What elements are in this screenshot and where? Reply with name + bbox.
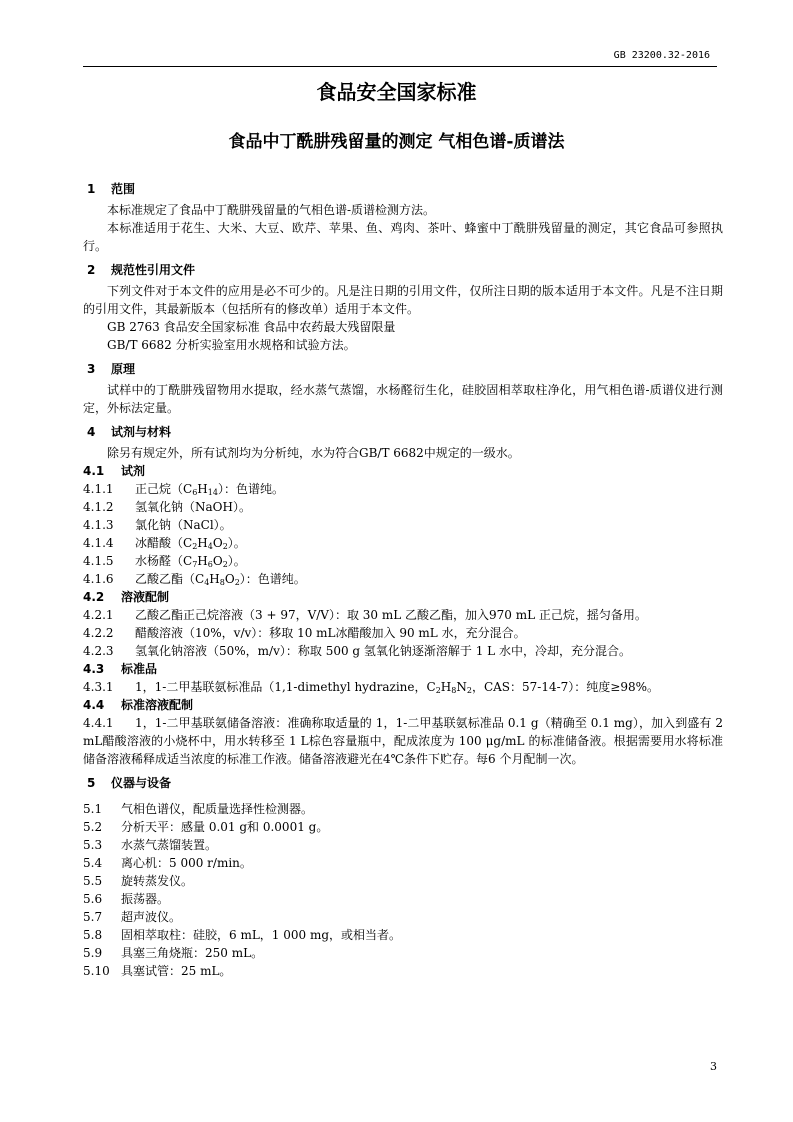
section-title: 规范性引用文件 [111,263,196,277]
item-number: 4.4.1 [83,716,114,730]
paragraph: 试样中的丁酰肼残留物用水提取，经水蒸气蒸馏，水杨醛衍生化，硅胶固相萃取柱净化，用气相色谱-质谱仪进行测定，外标法定量。 [83,383,723,415]
item-text: 醋酸溶液（10%，v/v）：移取 10 mL冰醋酸加入 90 mL 水，充分混合。 [135,626,526,640]
item-text: ，CAS：57-14-7）：纯度≥98%。 [471,680,660,694]
item-number: 5.8 [83,928,103,942]
item-text: 具塞三角烧瓶：250 mL。 [121,946,264,960]
item-text: H [197,554,208,568]
paragraph: 下列文件对于本文件的应用是必不可少的。凡是注日期的引用文件，仅所注日期的版本适用于本文件。凡是不注日期的引用文件，其最新版本（包括所有的修改单）适用于本文件。 [83,284,723,316]
item-text: 乙酸乙酯正己烷溶液（3 + 97，V/V）：取 30 mL 乙酸乙酯，加入970 mL 正己烷，摇匀备用。 [135,608,647,622]
item-text: 冰醋酸（C [135,536,193,550]
item-text: 水杨醛（C [135,554,193,568]
document-body [83,180,723,980]
item-text: ）。 [227,554,246,568]
list-item [83,872,723,890]
item-text: H [197,536,208,550]
item-text: 氢氧化钠溶液（50%，m/v）：称取 500 g 氢氧化钠逐渐溶解于 1 L 水中，冷却，充分混合。 [135,644,631,658]
item-text: 超声波仪。 [121,910,182,924]
item-text: 分析天平：感量 0.01 g和 0.0001 g。 [121,820,329,834]
list-item [83,498,723,516]
list-item [83,714,723,768]
item-text: ）：色谱纯。 [217,482,284,496]
item-text: 氢氧化钠（NaOH）。 [135,500,251,514]
section-number: 5 [87,776,96,790]
item-number: 4.2.2 [83,626,114,640]
item-text: O [224,572,235,586]
list-item [83,926,723,944]
list-item [83,642,723,660]
subscript: 4 [204,578,210,587]
item-text: 水蒸气蒸馏装置。 [121,838,218,852]
item-number: 4.2.3 [83,644,114,658]
list-item [83,944,723,962]
subsection-heading-4-2 [83,588,723,606]
item-number: 4.2.1 [83,608,114,622]
page-number: 3 [710,1060,717,1073]
paragraph: 本标准规定了食品中丁酰肼残留量的气相色谱-质谱检测方法。 [107,203,436,217]
item-text: O [212,536,223,550]
section-number: 2 [87,263,96,277]
paragraph: 本标准适用于花生、大米、大豆、欧芹、苹果、鱼、鸡肉、茶叶、蜂蜜中丁酰肼残留量的测定，其它食品可参照执行。 [83,221,723,253]
item-number: 5.2 [83,820,103,834]
subsection-heading-4-4 [83,696,723,714]
subscript: 7 [192,560,198,569]
list-item [83,552,723,570]
list-item [83,818,723,836]
item-text: 固相萃取柱：硅胶，6 mL，1 000 mg，或相当者。 [121,928,402,942]
document-subtitle: 食品中丁酰肼残留量的测定 气相色谱-质谱法 [228,132,565,152]
item-text: 旋转蒸发仪。 [121,874,194,888]
reference-item: GB 2763 食品安全国家标准 食品中农药最大残留限量 [107,320,396,334]
subsection-heading-4-1 [83,462,723,480]
subsection-number: 4.2 [83,590,105,604]
subscript: 2 [234,578,240,587]
item-text: 具塞试管：25 mL。 [121,964,232,978]
item-text: 1，1-二甲基联氨标准品（1,1-dimethyl hydrazine，C [135,680,436,694]
subscript: 2 [222,560,228,569]
subscript: 4 [207,542,213,551]
section-number: 4 [87,425,96,439]
item-number: 4.1.6 [83,572,114,586]
list-item [83,624,723,642]
subsection-number: 4.1 [83,464,105,478]
item-text: H [209,572,220,586]
item-text: 气相色谱仪，配质量选择性检测器。 [121,802,314,816]
item-number: 5.9 [83,946,103,960]
subsection-title: 标准溶液配制 [121,698,194,712]
list-item [83,836,723,854]
paragraph: 除另有规定外，所有试剂均为分析纯，水为符合GB/T 6682中规定的一级水。 [107,446,520,460]
section-title: 仪器与设备 [111,776,172,790]
item-text: 氯化钠（NaCl）。 [135,518,232,532]
subsection-title: 标准品 [121,662,158,676]
section-number: 1 [87,182,96,196]
section-heading-3 [83,360,723,378]
item-number: 4.1.5 [83,554,114,568]
subsection-title: 试剂 [121,464,146,478]
section-title: 范围 [111,182,136,196]
item-number: 5.5 [83,874,103,888]
section-title: 试剂与材料 [111,425,172,439]
subsection-heading-4-3 [83,660,723,678]
item-text: 正己烷（C [135,482,193,496]
item-number: 5.3 [83,838,103,852]
subscript: 8 [451,686,457,695]
item-number: 5.6 [83,892,103,906]
subscript: 6 [192,488,198,497]
section-heading-2 [83,261,723,279]
item-number: 5.10 [83,964,110,978]
subscript: 2 [222,542,228,551]
item-text: H [440,680,452,694]
item-text: 离心机：5 000 r/min。 [121,856,252,870]
item-number: 5.4 [83,856,103,870]
subscript: 8 [219,578,225,587]
item-text: 1，1-二甲基联氨储备溶液：准确称取适量的 1，1-二甲基联氨标准品 0.1 g（精确至 0.1 mg），加入到盛有 2 mL醋酸溶液的小烧杯中，用水转移至 1 L棕色容量瓶中，配成浓度为 100 μg/mL 的标准储备液。根据需要用水将标准储备溶液稀释成适当浓度的标准工作液。储备溶液避光在4℃条件下贮存。每6 个月配制一次。 [83,716,723,766]
subscript: 2 [435,686,441,695]
item-number: 4.1.2 [83,500,114,514]
item-text: ）。 [227,536,246,550]
section-number: 3 [87,362,96,376]
list-item [83,908,723,926]
section-heading-4 [83,423,723,441]
list-item [83,890,723,908]
item-text: N [456,680,467,694]
item-text: O [212,554,223,568]
item-text: ）：色谱纯。 [239,572,306,586]
item-number: 4.1.1 [83,482,114,496]
subscript: 6 [207,560,213,569]
list-item [83,606,723,624]
reference-item: GB/T 6682 分析实验室用水规格和试验方法。 [107,338,356,352]
subsection-title: 溶液配制 [121,590,170,604]
list-item [83,962,723,980]
item-number: 4.3.1 [83,680,114,694]
subscript: 2 [466,686,472,695]
item-number: 5.1 [83,802,103,816]
list-item [83,516,723,534]
list-item [83,800,723,818]
item-number: 5.7 [83,910,103,924]
item-text: H [197,482,208,496]
section-heading-1 [83,180,723,198]
list-item [83,480,723,498]
item-number: 4.1.4 [83,536,114,550]
item-number: 4.1.3 [83,518,114,532]
section-heading-5 [83,774,723,792]
item-text: 振荡器。 [121,892,170,906]
document-title: 食品安全国家标准 [316,80,477,104]
list-item [83,534,723,552]
header-rule [83,66,717,67]
subsection-number: 4.3 [83,662,105,676]
subscript: 14 [207,488,218,497]
subscript: 2 [192,542,198,551]
subsection-number: 4.4 [83,698,105,712]
list-item [83,678,723,696]
item-text: 乙酸乙酯（C [135,572,205,586]
section-title: 原理 [111,362,136,376]
list-item [83,570,723,588]
standard-code: GB 23200.32-2016 [613,50,710,61]
list-item [83,854,723,872]
